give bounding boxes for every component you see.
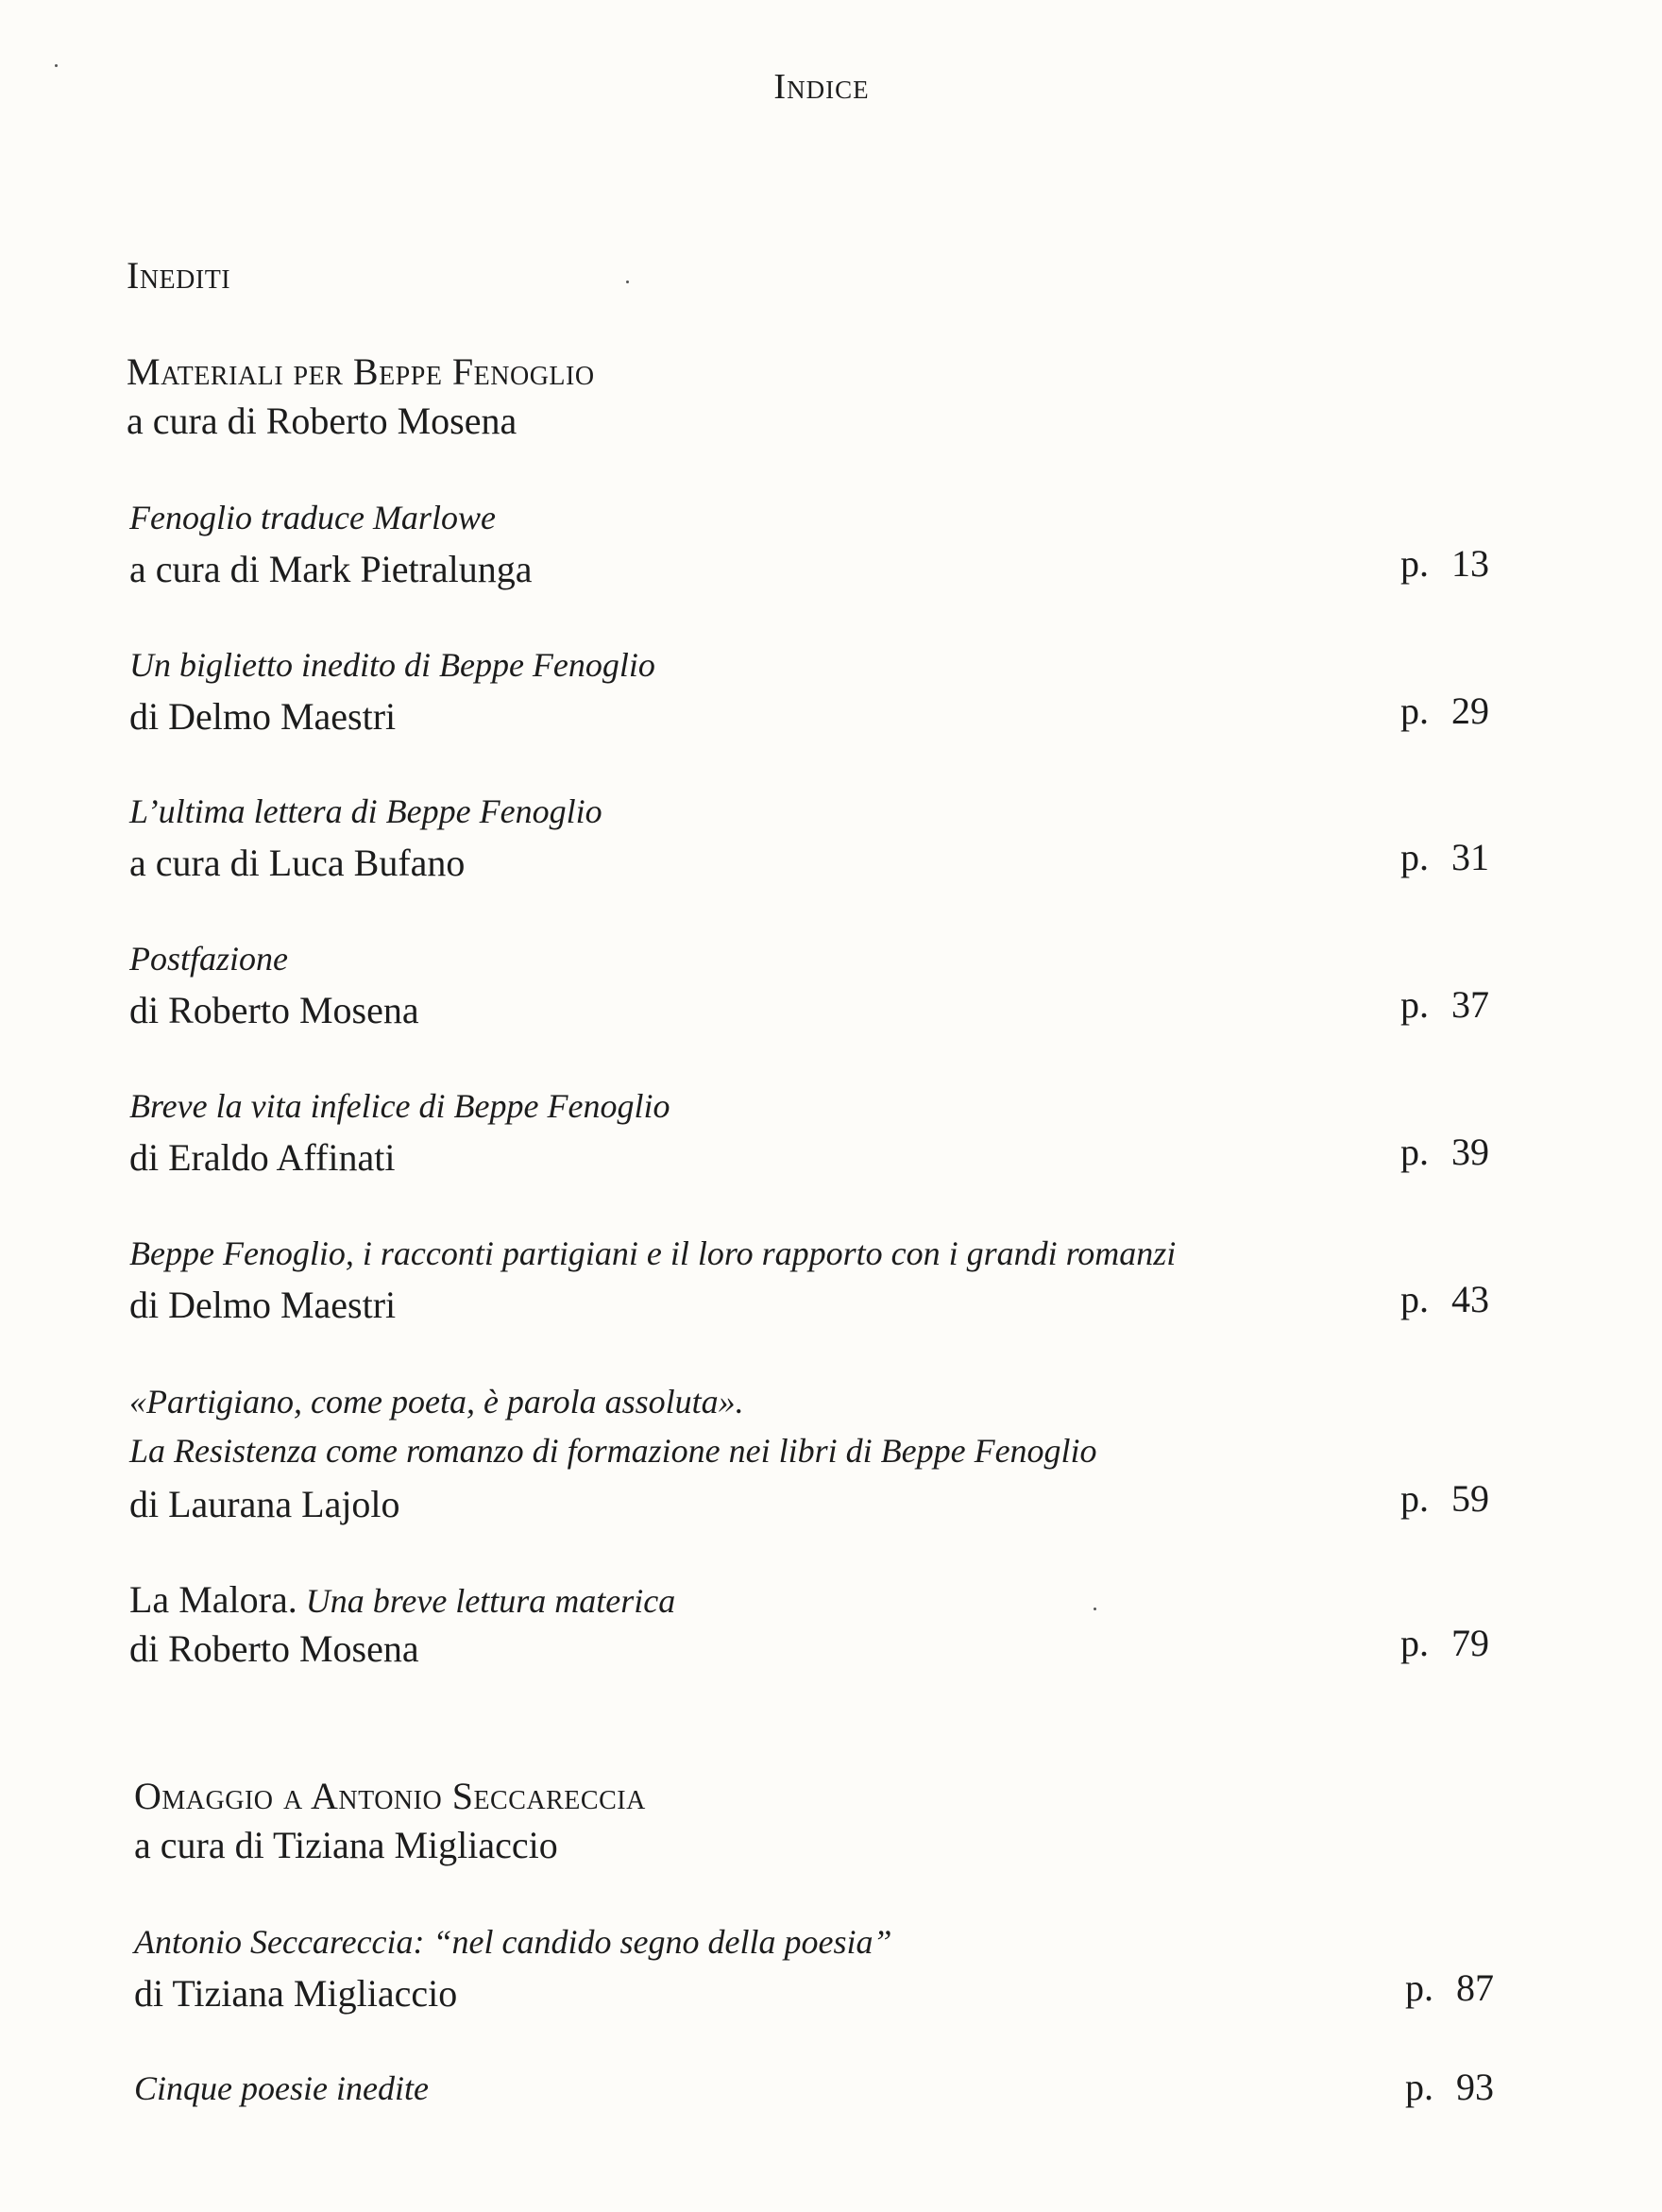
entry-title: Postfazione: [129, 940, 288, 978]
page-label: p.: [1400, 689, 1429, 732]
toc-entry: [129, 1086, 1489, 1190]
page-number: 39: [1451, 1131, 1489, 1173]
page-number: 31: [1451, 836, 1489, 878]
section-heading-inediti: Inediti: [127, 254, 231, 297]
entry-author: a cura di Mark Pietralunga: [129, 548, 533, 590]
entry-page-ref: [1400, 835, 1489, 879]
entry-page-ref: [1400, 1277, 1489, 1321]
entry-page-ref: [1400, 982, 1489, 1027]
dust-speck: [1094, 1608, 1096, 1610]
entry-title: [129, 1577, 675, 1622]
entry-author: di Delmo Maestri: [129, 1284, 397, 1326]
page-number: 29: [1451, 689, 1489, 732]
entry-author: di Laurana Lajolo: [129, 1483, 400, 1525]
entry-title: Breve la vita infelice di Beppe Fenoglio: [129, 1087, 670, 1125]
entry-page-ref: [1400, 689, 1489, 733]
page-label: p.: [1400, 836, 1429, 878]
section-heading-seccareccia: Omaggio a Antonio Seccareccia: [134, 1775, 646, 1817]
page-label: p.: [1400, 542, 1429, 585]
section-heading-fenoglio: Materiali per Beppe Fenoglio: [127, 350, 595, 393]
entry-page-ref: [1400, 1476, 1489, 1521]
dust-speck: [626, 281, 629, 283]
entry-page-ref: [1405, 1965, 1494, 2010]
page-number: 79: [1451, 1622, 1489, 1664]
page-number: 93: [1456, 2066, 1494, 2108]
entry-author: di Tiziana Migliaccio: [134, 1972, 458, 2015]
toc-entry: [129, 645, 1489, 749]
entry-author: di Eraldo Affinati: [129, 1136, 396, 1179]
entry-title: «Partigiano, come poeta, è parola assoluta».: [129, 1383, 744, 1421]
page-label: p.: [1400, 1278, 1429, 1320]
entry-author: di Roberto Mosena: [129, 989, 419, 1031]
entry-author: di Delmo Maestri: [129, 695, 397, 738]
entry-title-italic: Una breve lettura materica: [305, 1582, 676, 1620]
entry-title: Beppe Fenoglio, i racconti partigiani e il loro rapporto con i grandi romanzi: [129, 1234, 1177, 1272]
toc-entry: [129, 1234, 1489, 1337]
entry-page-ref: [1400, 1621, 1489, 1665]
page-label: p.: [1400, 1477, 1429, 1520]
dust-speck: [55, 64, 58, 67]
toc-entry: [134, 2068, 1494, 2125]
entry-title: Cinque poesie inedite: [134, 2069, 429, 2107]
section-editor-fenoglio: a cura di Roberto Mosena: [127, 400, 517, 442]
page-number: 43: [1451, 1278, 1489, 1320]
toc-entry: [129, 939, 1489, 1043]
page-label: p.: [1400, 983, 1429, 1026]
entry-page-ref: [1405, 2065, 1494, 2109]
page-title: Indice: [773, 67, 870, 107]
page-label: p.: [1400, 1131, 1429, 1173]
toc-entry: [129, 498, 1489, 602]
toc-entry: [129, 1382, 1489, 1533]
entry-author: di Roberto Mosena: [129, 1627, 419, 1670]
entry-title: L’ultima lettera di Beppe Fenoglio: [129, 792, 602, 830]
entry-page-ref: [1400, 1130, 1489, 1174]
entry-author: a cura di Luca Bufano: [129, 842, 466, 884]
section-editor-seccareccia: a cura di Tiziana Migliaccio: [134, 1824, 558, 1866]
toc-entry: [129, 1577, 1489, 1681]
page-number: 59: [1451, 1477, 1489, 1520]
page-number: 13: [1451, 542, 1489, 585]
entry-title: Fenoglio traduce Marlowe: [129, 499, 496, 536]
entry-title-upright: La Malora.: [129, 1578, 297, 1621]
page-label: p.: [1400, 1622, 1429, 1664]
page-label: p.: [1405, 1966, 1433, 2009]
entry-page-ref: [1400, 541, 1489, 586]
page-number: 87: [1456, 1966, 1494, 2009]
page-label: p.: [1405, 2066, 1433, 2108]
entry-title: Un biglietto inedito di Beppe Fenoglio: [129, 646, 655, 684]
page-number: 37: [1451, 983, 1489, 1026]
entry-title-line2: La Resistenza come romanzo di formazione nei libri di Beppe Fenoglio: [129, 1432, 1097, 1470]
entry-title: Antonio Seccareccia: “nel candido segno della poesia”: [134, 1923, 892, 1961]
toc-entry: [129, 791, 1489, 895]
toc-entry: [134, 1922, 1494, 2026]
